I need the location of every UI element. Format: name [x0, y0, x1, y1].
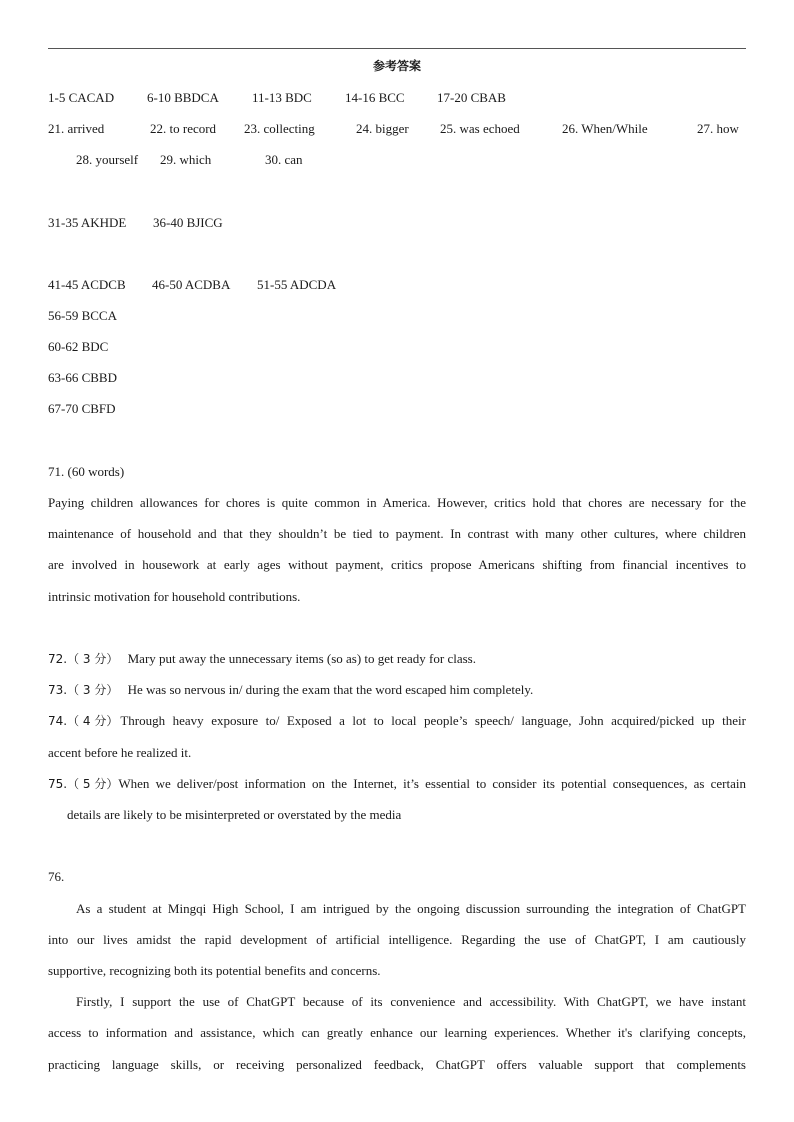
answer-1-5: 1-5 CACAD: [48, 90, 115, 105]
essay-line: Firstly, I support the use of ChatGPT because of its convenience and accessibility. With ChatGPT, we have instant: [76, 994, 746, 1009]
question-number: 74.（ 4 分）: [48, 714, 119, 728]
answer-text-cont: accent before he realized it.: [48, 745, 192, 760]
answer-6-10: 6-10 BBDCA: [147, 90, 219, 105]
answer-46-50: 46-50 ACDBA: [152, 277, 231, 292]
answer-25: 25. was echoed: [440, 121, 520, 136]
answer-41-45: 41-45 ACDCB: [48, 277, 126, 292]
answer-text: When we deliver/post information on the Internet, it’s essential to consider its potential consequences, as certain: [118, 776, 746, 791]
answer-29: 29. which: [160, 152, 212, 167]
answer-26: 26. When/While: [562, 121, 648, 136]
question-number: 75.（ 5 分）: [48, 777, 119, 791]
answer-51-55: 51-55 ADCDA: [257, 277, 337, 292]
answer-67-70: 67-70 CBFD: [48, 401, 116, 416]
answer-11-13: 11-13 BDC: [252, 90, 312, 105]
answer-27: 27. how: [697, 121, 739, 136]
summary-line: intrinsic motivation for household contributions.: [48, 589, 301, 604]
answer-21: 21. arrived: [48, 121, 105, 136]
question-number: 72.（ 3 分）: [48, 652, 119, 666]
summary-label: 71. (60 words): [48, 464, 125, 479]
essay-line: As a student at Mingqi High School, I am intrigued by the ongoing discussion surrounding the integration of ChatGPT: [76, 901, 746, 916]
question-number: 73.（ 3 分）: [48, 683, 119, 697]
answer-23: 23. collecting: [244, 121, 315, 136]
answer-56-59: 56-59 BCCA: [48, 308, 117, 323]
translation-75: [48, 776, 746, 792]
essay-line: into our lives amidst the rapid development of artificial intelligence. Regarding the use of ChatGPT, I am cautiously: [48, 932, 746, 947]
answer-22: 22. to record: [150, 121, 217, 136]
summary-line: maintenance of household and that they shouldn’t be tied to payment. In contrast with many other cultures, where children: [48, 526, 746, 541]
answer-60-62: 60-62 BDC: [48, 339, 109, 354]
translation-72: [48, 651, 476, 667]
answer-text-cont: details are likely to be misinterpreted or overstated by the media: [67, 807, 402, 822]
summary-line: Paying children allowances for chores is quite common in America. However, critics hold that chores are necessary for the: [48, 495, 746, 510]
answer-36-40: 36-40 BJICG: [153, 215, 223, 230]
translation-73: [48, 682, 533, 698]
answer-text: Through heavy exposure to/ Exposed a lot to local people’s speech/ language, John acquired/picked up their: [120, 713, 746, 728]
translation-74: [48, 713, 746, 729]
essay-line: access to information and assistance, which can greatly enhance our learning experiences. Whether it's clarifying concepts,: [48, 1025, 746, 1040]
answer-text: He was so nervous in/ during the exam that the word escaped him completely.: [127, 682, 534, 697]
essay-label: 76.: [48, 869, 65, 884]
essay-line: supportive, recognizing both its potential benefits and concerns.: [48, 963, 381, 978]
answer-31-35: 31-35 AKHDE: [48, 215, 127, 230]
answer-text: Mary put away the unnecessary items (so as) to get ready for class.: [127, 651, 476, 666]
essay-line: practicing language skills, or receiving personalized feedback, ChatGPT offers valuable support that complements: [48, 1057, 746, 1072]
summary-line: are involved in housework at early ages without payment, critics propose Americans shifting from financial incentives to: [48, 557, 746, 572]
answer-14-16: 14-16 BCC: [345, 90, 405, 105]
answer-28: 28. yourself: [76, 152, 139, 167]
answer-30: 30. can: [265, 152, 303, 167]
page-title: 参考答案: [372, 59, 421, 73]
answer-24: 24. bigger: [356, 121, 409, 136]
answer-63-66: 63-66 CBBD: [48, 370, 117, 385]
header-rule: [48, 48, 746, 49]
answer-17-20: 17-20 CBAB: [437, 90, 506, 105]
